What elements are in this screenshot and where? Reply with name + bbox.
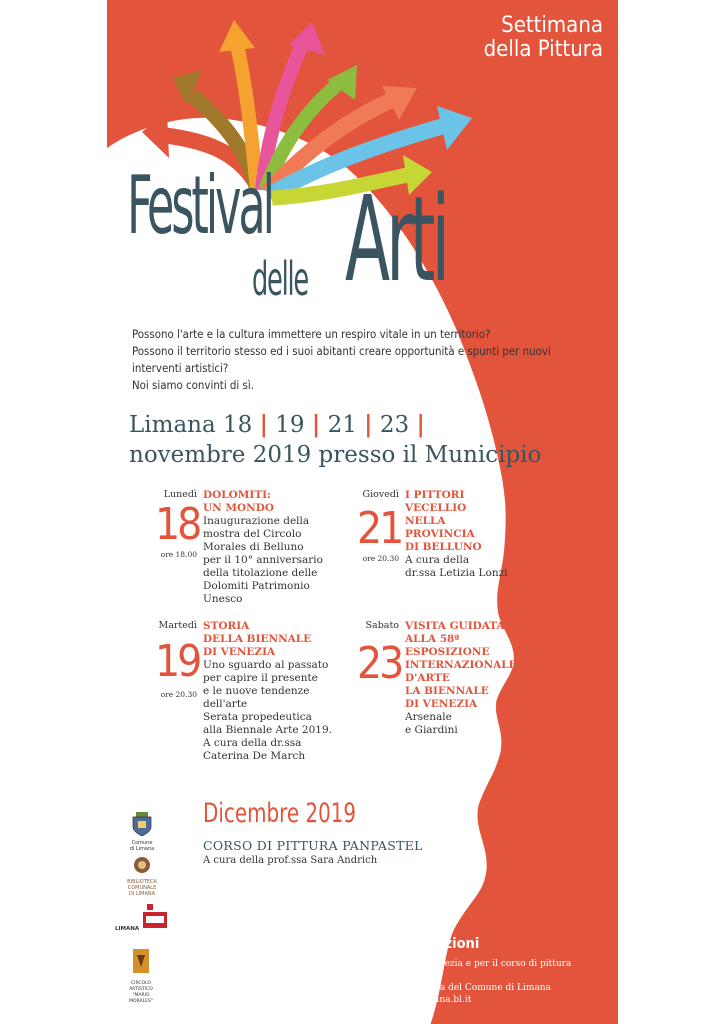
course-curator: A cura della prof.ssa Sara Andrich: [203, 855, 378, 866]
circolo-emblem-icon: [121, 947, 161, 977]
event-title: STORIA DELLA BIENNALE DI VENEZIA: [203, 620, 312, 658]
logo-limana: [115, 902, 171, 936]
logo-circolo-caption: CIRCOLO ARTISTICO "MARIO MORALES": [129, 981, 153, 1004]
intro-line: Possono l'arte e la cultura immettere un respiro vitale in un territorio?: [132, 327, 491, 341]
logo-biblioteca: [127, 855, 157, 897]
december-title: Dicembre 2019: [203, 798, 357, 829]
footer-website: http://biblioteca.limana.org: [265, 1007, 390, 1017]
event-title: DOLOMITI: UN MONDO: [203, 489, 275, 514]
event-time: ore 20.30: [362, 554, 399, 563]
logo-comune: [127, 812, 157, 852]
dateline-line2: novembre 2019 presso il Municipio: [129, 442, 542, 468]
intro-text: [132, 326, 602, 394]
logo-comune-caption: Comune di Limana: [129, 840, 155, 852]
title-delle: delle: [252, 252, 308, 306]
dateline-separator: |: [416, 411, 425, 438]
event-weekday: Giovedì: [362, 489, 399, 500]
poster: [107, 0, 618, 1024]
settimana-line2: della Pittura: [483, 37, 603, 62]
event-day-number: 19: [155, 636, 200, 687]
dateline: [129, 411, 425, 439]
title-festival: Festival: [127, 159, 272, 252]
event-description: A cura della dr.ssa Letizia Lonzi: [405, 554, 508, 579]
event-description: Inaugurazione della mostra del Circolo Morales di Belluno per il 10° anniversario della titolazione delle Dolomiti Patrimonio Unesco: [203, 515, 323, 605]
title-arti: Arti: [345, 170, 447, 308]
event-day-number: 21: [357, 503, 402, 554]
event-weekday: Sabato: [365, 620, 399, 631]
logo-limana-label: LIMANA: [115, 926, 140, 932]
dateline-day: 21: [327, 412, 357, 438]
event-title: VISITA GUIDATA ALLA 58ª ESPOSIZIONE INTERNAZIONALE D'ARTE LA BIENNALE DI VENEZIA: [405, 620, 517, 710]
event-time: ore 20.30: [160, 690, 197, 699]
footer-heading: Per iscrizioni ed informazioni: [265, 936, 480, 952]
event-day-number: 23: [357, 638, 402, 689]
event-description: Uno sguardo al passato per capire il presente e le nuove tendenze dell'arte Serata propedeutica alla Biennale Arte 2019. A cura della dr.ssa Caterina De March: [203, 659, 332, 762]
coat-of-arms-icon: [127, 812, 157, 836]
library-emblem-icon: [127, 855, 157, 875]
intro-line: Noi siamo convinti di sì.: [132, 378, 254, 392]
footer-line: sulla visita guidata alla Biennale di Venezia e per il corso di pittura panpastel: [265, 959, 572, 981]
dateline-separator: |: [311, 411, 321, 438]
logo-biblioteca-caption: BIBLIOTECA COMUNALE DI LIMANA: [127, 879, 157, 897]
event-weekday: Lunedì: [163, 489, 197, 500]
settimana-line1: Settimana: [501, 13, 603, 38]
footer-line: 0437 970868 - sbogo.limana@valbelluna.bl.it: [265, 995, 472, 1005]
event-description: Arsenale e Giardini: [405, 711, 458, 736]
dateline-day: 19: [275, 412, 305, 438]
event-day-number: 18: [155, 499, 200, 550]
event-time: ore 18.00: [160, 550, 197, 559]
course-title: CORSO DI PITTURA PANPASTEL: [203, 838, 423, 853]
settimana-heading: [407, 14, 603, 62]
dateline-day: 23: [379, 412, 410, 438]
event-title: I PITTORI VECELLIO NELLA PROVINCIA DI BELLUNO: [405, 489, 482, 553]
dateline-separator: |: [259, 411, 268, 438]
event-weekday: Martedì: [158, 620, 197, 631]
dateline-separator: |: [364, 411, 373, 438]
logo-circolo: [121, 947, 161, 1005]
footer-info: [265, 958, 615, 1018]
dateline-day: 18: [223, 412, 253, 438]
dateline-place: Limana: [129, 412, 216, 438]
intro-line: Possono il territorio stesso ed i suoi abitanti creare opportunità e spunti per nuovi interventi artistici?: [132, 344, 551, 375]
footer-line: contattare l'Ufficio Cultura e Biblioteca del Comune di Limana: [265, 983, 551, 993]
